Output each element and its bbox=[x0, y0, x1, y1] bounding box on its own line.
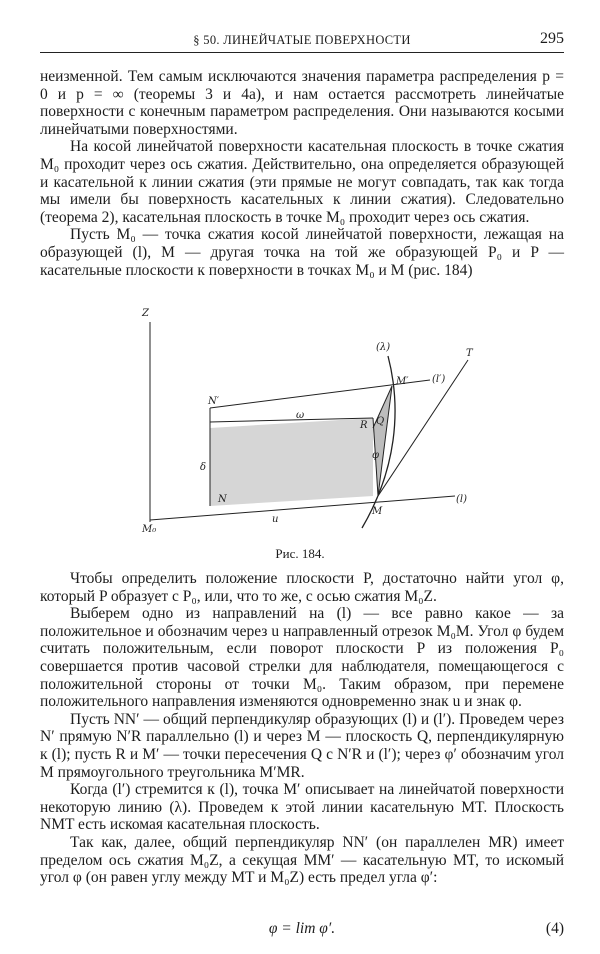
paragraph: Выберем одно из направлений на (l) — все равно какое — за положительное и обозначим через u направленный отрезок M₀M. Угол φ будем считать положительным, если поворот плоскости P из положения P₀ совершается против часовой стрелки для наблюдателя, помещающегося с положительной стороны от точки M₀. Таким образом, при перемене положительного направления изменяются одновременно знак u и знак φ. bbox=[40, 605, 564, 711]
label-q: Q bbox=[376, 416, 385, 427]
label-z: Z bbox=[142, 308, 149, 319]
label-u: u bbox=[272, 514, 279, 525]
section-title: § 50. ЛИНЕЙЧАТЫЕ ПОВЕРХНОСТИ bbox=[193, 33, 411, 47]
page-number: 295 bbox=[540, 30, 564, 47]
plane-shading bbox=[210, 418, 373, 506]
label-l-prime: (l′) bbox=[432, 374, 446, 385]
label-l: (l) bbox=[456, 494, 468, 505]
label-m: M bbox=[372, 506, 383, 517]
paragraph: Пусть M₀ — точка сжатия косой линейчатой поверхности, лежащая на образующей (l), M — другая точка на той же образующей P₀ и P — касательные плоскости к поверхности в точках M₀ и M (рис. 184) bbox=[40, 226, 564, 279]
paragraph: Так как, далее, общий перпендикуляр NN′ (он параллелен MR) имеет пределом ось сжатия M₀Z, а секущая MM′ — касательную MT, то искомый угол φ (он равен углу между MT и M₀Z) есть предел угла φ′: bbox=[40, 833, 564, 887]
text-block-top bbox=[40, 68, 564, 279]
label-phi: φ bbox=[372, 450, 380, 461]
paragraph: Пусть NN′ — общий перпендикуляр образующих (l) и (l′). Проведем через N′ прямую N′R параллельно (l) и через M — плоскость Q, перпендикулярную к (l); пусть R и M′ — точки пересечения Q с N′R и (l′); через φ′ обозначим угол M прямоугольного треугольника M′MR. bbox=[40, 710, 564, 781]
label-n-prime: N′ bbox=[208, 396, 220, 407]
label-r: R bbox=[360, 420, 368, 431]
running-head bbox=[40, 30, 564, 53]
label-delta: δ bbox=[200, 462, 207, 473]
paragraph: Чтобы определить положение плоскости P, достаточно найти угол φ, который P образует с P₀, или, что то же, с осью сжатия M₀Z. bbox=[40, 570, 564, 605]
formula-text: φ = lim φ′. bbox=[268, 920, 336, 937]
paragraph: неизменной. Тем самым исключаются значения параметра распределения p = 0 и p = ∞ (теоремы 3 и 4а), и нам остается рассмотреть линейчатые поверхности с конечным параметром распределения. Они называются косыми линейчатыми поверхностями. bbox=[40, 68, 564, 138]
label-m-prime: M′ bbox=[396, 376, 409, 387]
paragraph: Когда (l′) стремится к (l), точка M′ описывает на линейчатой поверхности некоторую линию (λ). Проведем к этой линии касательную MT. Плоскость NMT есть искомая касательная плоскость. bbox=[40, 781, 564, 834]
figure-caption: Рис. 184. bbox=[275, 546, 325, 561]
label-n: N bbox=[218, 494, 227, 505]
label-t: T bbox=[466, 348, 473, 359]
label-lambda: (λ) bbox=[376, 342, 391, 353]
label-omega: ω bbox=[296, 410, 305, 421]
paragraph: На косой линейчатой поверхности касательная плоскость в точке сжатия M₀ проходит через ось сжатия. Действительно, она определяется образующей и касательной к линии сжатия (эти прямые не могут совпадать, так как тогда мы имели бы поверхность касательных к линии сжатия). Следовательно (теорема 2), касательная плоскость в точке M₀ проходит через ось сжатия. bbox=[40, 138, 564, 226]
label-m0: M₀ bbox=[142, 524, 157, 535]
text-block-bottom bbox=[40, 570, 564, 887]
equation-number: (4) bbox=[545, 920, 564, 937]
formula-4 bbox=[40, 920, 564, 940]
figure-184 bbox=[130, 300, 490, 540]
